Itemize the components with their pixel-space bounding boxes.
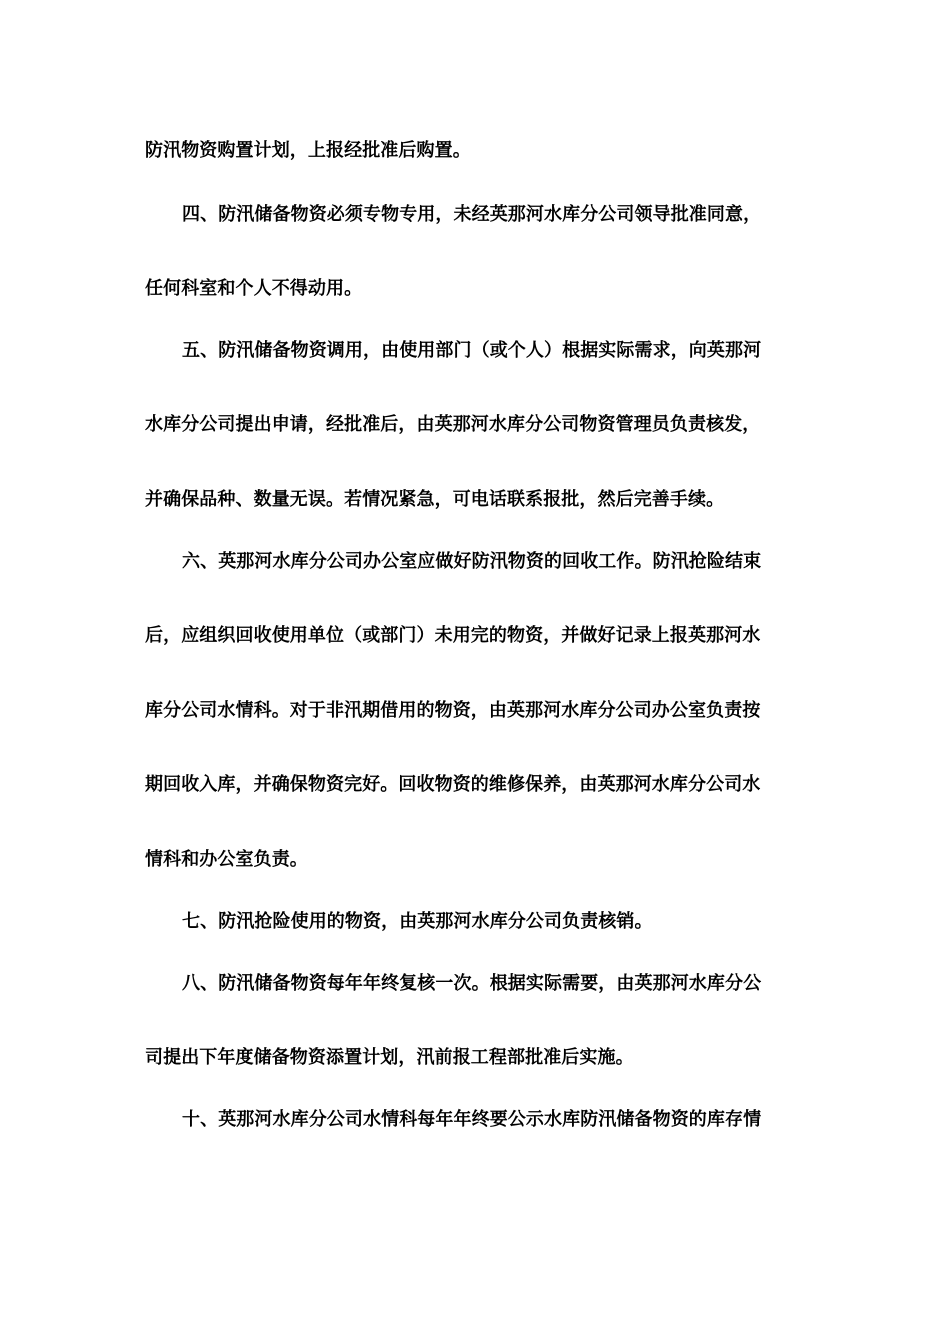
text-line-13: 八、防汛储备物资每年年终复核一次。根据实际需要，由英那河水库分公 (182, 973, 762, 994)
text-line-14: 司提出下年度储备物资添置计划，汛前报工程部批准后实施。 (145, 1047, 634, 1068)
text-line-2: 四、防汛储备物资必须专物专用，未经英那河水库分公司领导批准同意， (182, 204, 762, 225)
text-line-10: 期回收入库，并确保物资完好。回收物资的维修保养，由英那河水库分公司水 (145, 774, 761, 795)
text-line-12: 七、防汛抢险使用的物资，由英那河水库分公司负责核销。 (182, 911, 653, 932)
text-line-11: 情科和办公室负责。 (145, 849, 308, 870)
text-line-7: 六、英那河水库分公司办公室应做好防汛物资的回收工作。防汛抢险结束 (182, 551, 762, 572)
text-line-4: 五、防汛储备物资调用，由使用部门（或个人）根据实际需求，向英那河 (182, 340, 762, 361)
text-line-6: 并确保品种、数量无误。若情况紧急，可电话联系报批，然后完善手续。 (145, 489, 725, 510)
text-line-9: 库分公司水情科。对于非汛期借用的物资，由英那河水库分公司办公室负责按 (145, 700, 761, 721)
text-line-5: 水库分公司提出申请，经批准后，由英那河水库分公司物资管理员负责核发， (145, 414, 761, 435)
text-line-1: 防汛物资购置计划，上报经批准后购置。 (145, 140, 471, 161)
text-line-3: 任何科室和个人不得动用。 (145, 278, 363, 299)
text-line-8: 后，应组织回收使用单位（或部门）未用完的物资，并做好记录上报英那河水 (145, 625, 761, 646)
text-line-15: 十、英那河水库分公司水情科每年年终要公示水库防汛储备物资的库存情 (182, 1109, 762, 1130)
